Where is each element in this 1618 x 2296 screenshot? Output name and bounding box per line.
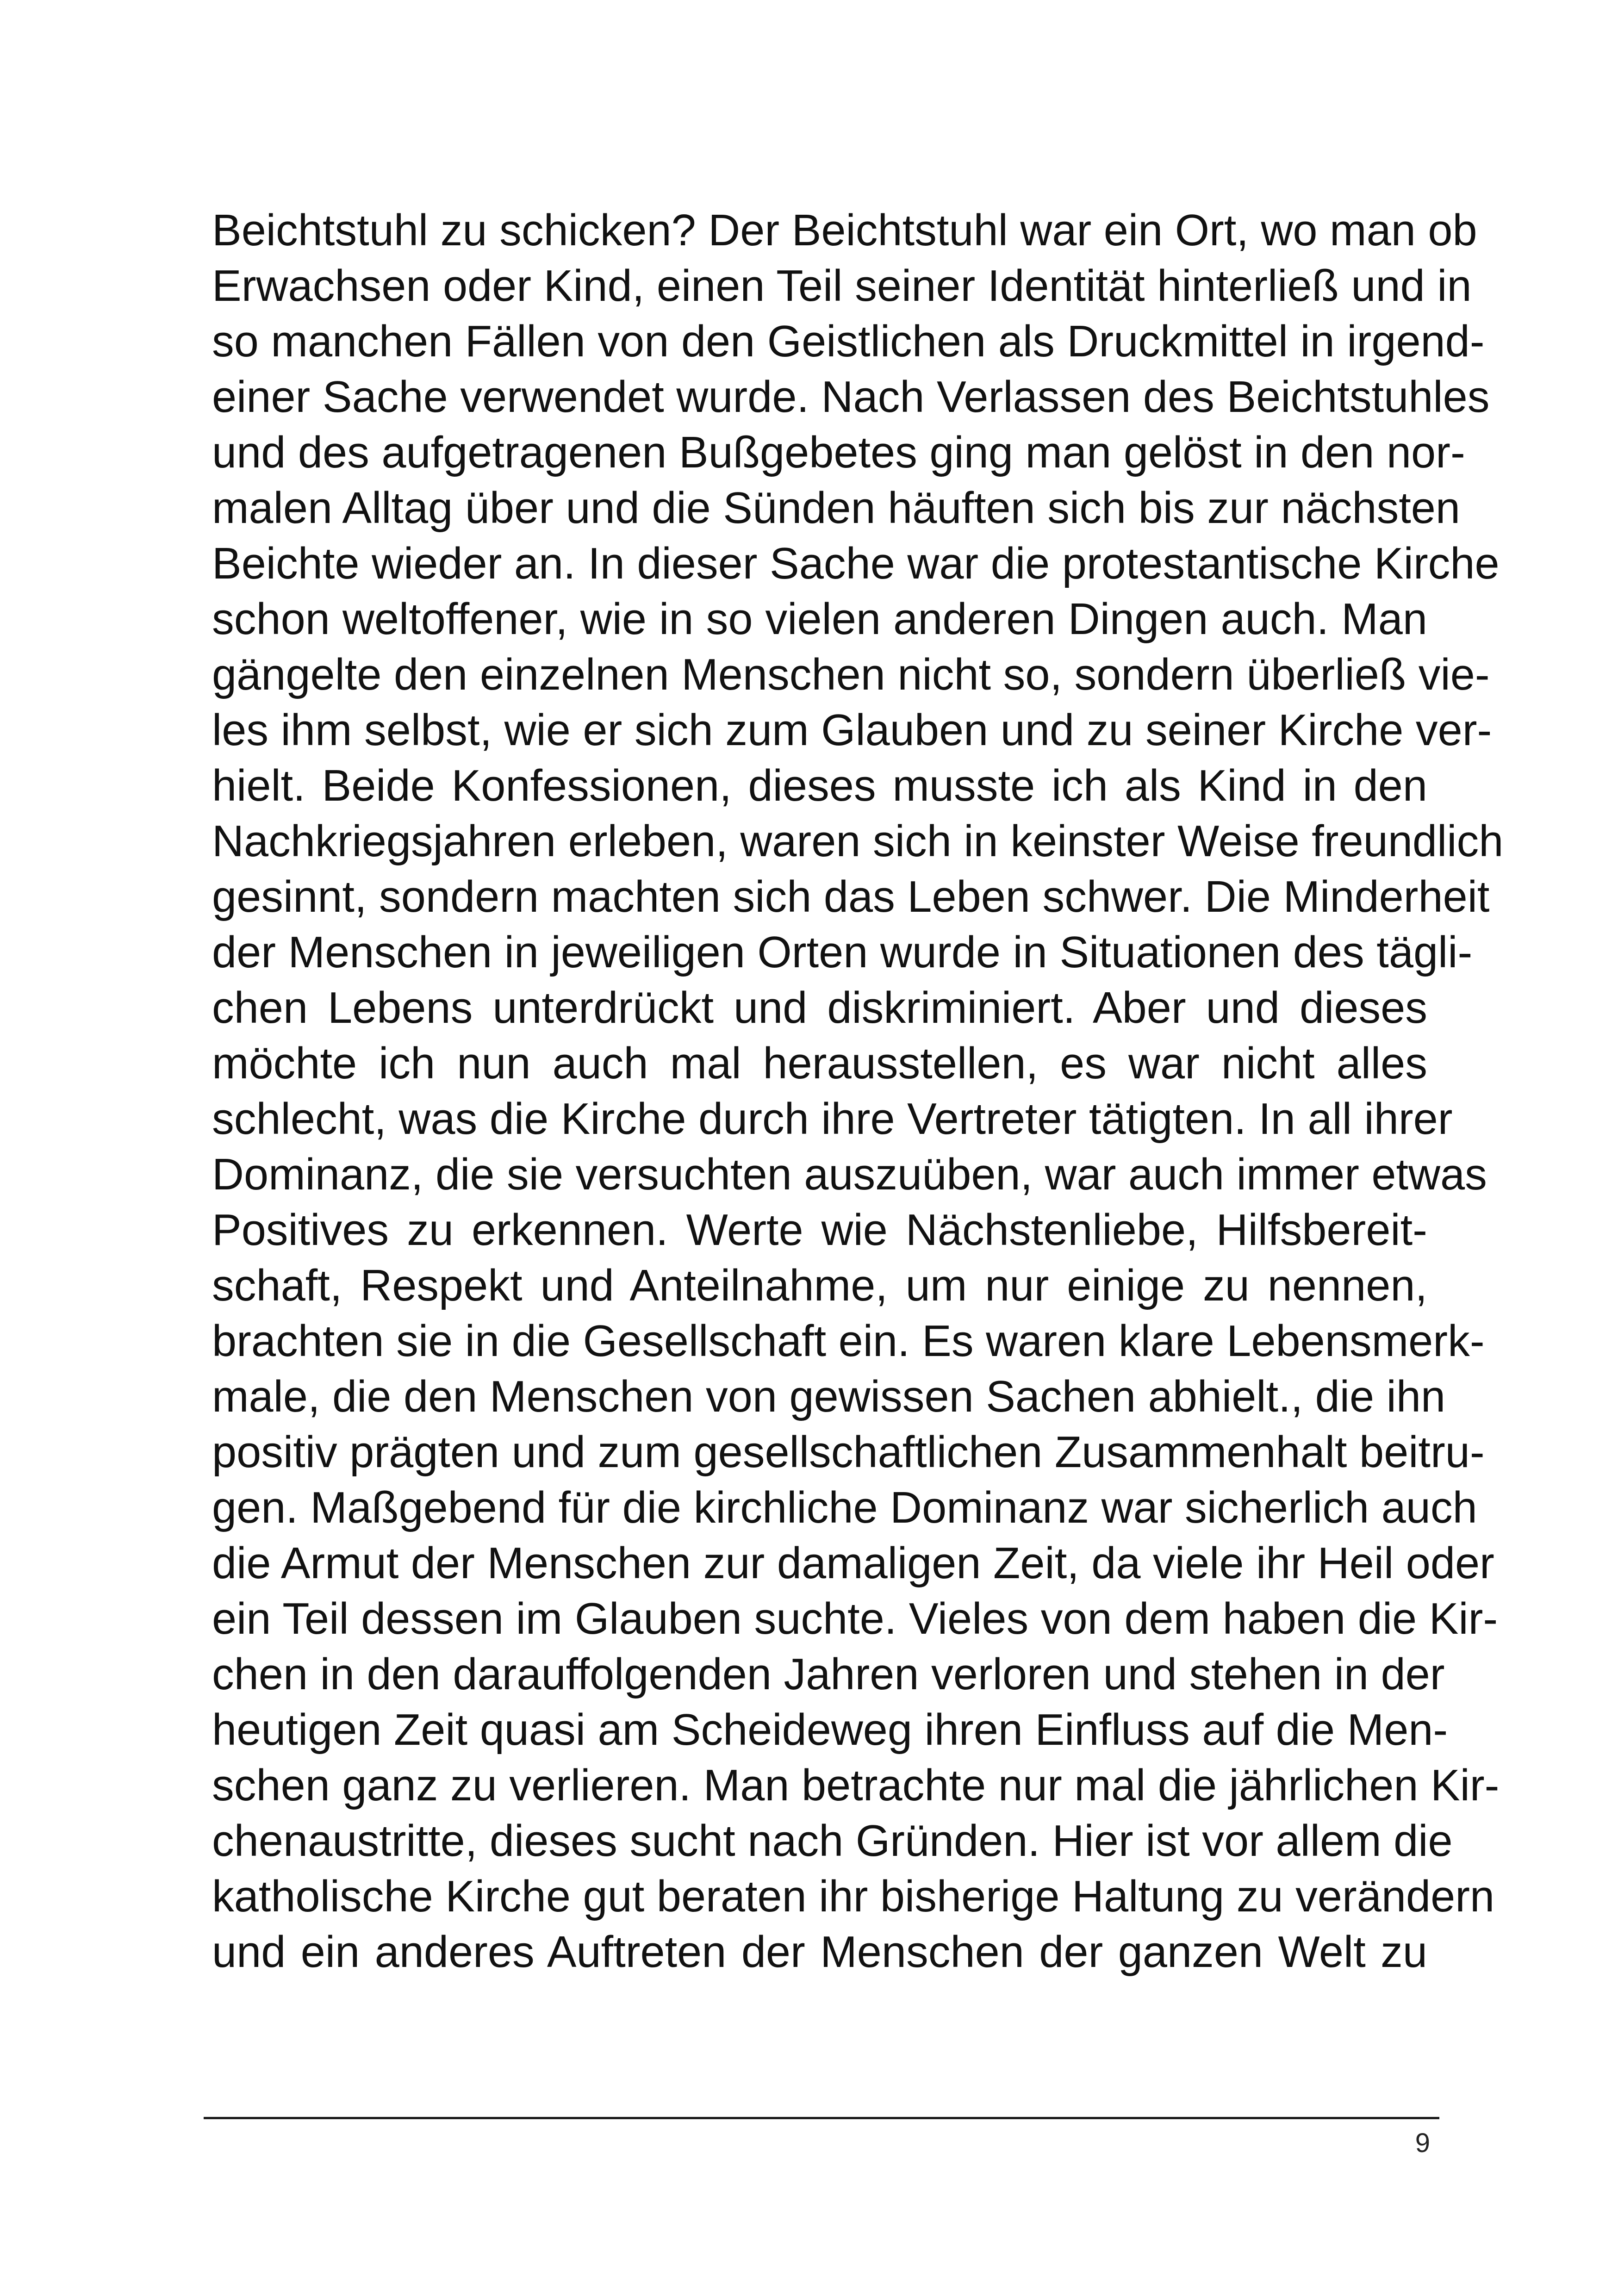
text-line: les ihm selbst, wie er sich zum Glauben und zu seiner Kirche ver-: [212, 706, 1492, 755]
text-line: Nachkriegsjahren erleben, waren sich in keinster Weise freundlich: [212, 817, 1504, 866]
text-line: gen. Maßgebend für die kirchliche Dominanz war sicherlich auch: [212, 1483, 1477, 1532]
text-line: katholische Kirche gut beraten ihr bisherige Haltung zu verändern: [212, 1872, 1495, 1921]
text-line: heutigen Zeit quasi am Scheideweg ihren Einfluss auf die Men-: [212, 1705, 1448, 1755]
text-line: so manchen Fällen von den Geistlichen als Druckmittel in irgend-: [212, 317, 1485, 366]
text-line: und ein anderes Auftreten der Menschen der ganzen Welt zu: [212, 1928, 1427, 1977]
text-line: hielt. Beide Konfessionen, dieses musste ich als Kind in den: [212, 761, 1427, 810]
text-line: die Armut der Menschen zur damaligen Zeit, da viele ihr Heil oder: [212, 1539, 1494, 1588]
text-line: schen ganz zu verlieren. Man betrachte nur mal die jährlichen Kir-: [212, 1761, 1500, 1810]
text-line: brachten sie in die Gesellschaft ein. Es waren klare Lebensmerk-: [212, 1317, 1485, 1366]
text-line: möchte ich nun auch mal herausstellen, es war nicht alles: [212, 1039, 1427, 1088]
page-number: 9: [1415, 2128, 1430, 2158]
text-line: Erwachsen oder Kind, einen Teil seiner Identität hinterließ und in: [212, 261, 1472, 311]
text-line: male, die den Menschen von gewissen Sachen abhielt., die ihn: [212, 1372, 1446, 1421]
text-line: Positives zu erkennen. Werte wie Nächstenliebe, Hilfsbereit-: [212, 1206, 1427, 1255]
body-text: [212, 203, 1504, 1980]
footer-divider: [204, 2117, 1439, 2119]
text-line: positiv prägten und zum gesellschaftlichen Zusammenhalt beitru-: [212, 1428, 1485, 1477]
text-line: Dominanz, die sie versuchten auszuüben, war auch immer etwas: [212, 1150, 1487, 1199]
text-line: gängelte den einzelnen Menschen nicht so, sondern überließ vie-: [212, 650, 1490, 699]
text-line: schaft, Respekt und Anteilnahme, um nur einige zu nennen,: [212, 1261, 1427, 1310]
text-line: chen in den darauffolgenden Jahren verloren und stehen in der: [212, 1650, 1445, 1699]
text-line: ein Teil dessen im Glauben suchte. Vieles von dem haben die Kir-: [212, 1594, 1498, 1643]
text-line: schlecht, was die Kirche durch ihre Vertreter tätigten. In all ihrer: [212, 1095, 1453, 1144]
text-line: Beichte wieder an. In dieser Sache war die protestantische Kirche: [212, 539, 1500, 588]
text-line: gesinnt, sondern machten sich das Leben schwer. Die Minderheit: [212, 872, 1490, 921]
text-line: chen Lebens unterdrückt und diskriminiert. Aber und dieses: [212, 983, 1427, 1033]
text-line: Beichtstuhl zu schicken? Der Beichtstuhl war ein Ort, wo man ob: [212, 206, 1477, 255]
text-line: schon weltoffener, wie in so vielen anderen Dingen auch. Man: [212, 595, 1427, 644]
text-line: und des aufgetragenen Bußgebetes ging man gelöst in den nor-: [212, 428, 1465, 477]
text-line: chenaustritte, dieses sucht nach Gründen. Hier ist vor allem die: [212, 1817, 1453, 1866]
text-line: der Menschen in jeweiligen Orten wurde in Situationen des tägli-: [212, 928, 1473, 977]
text-line: malen Alltag über und die Sünden häuften sich bis zur nächsten: [212, 484, 1461, 533]
text-line: einer Sache verwendet wurde. Nach Verlassen des Beichtstuhles: [212, 373, 1490, 422]
